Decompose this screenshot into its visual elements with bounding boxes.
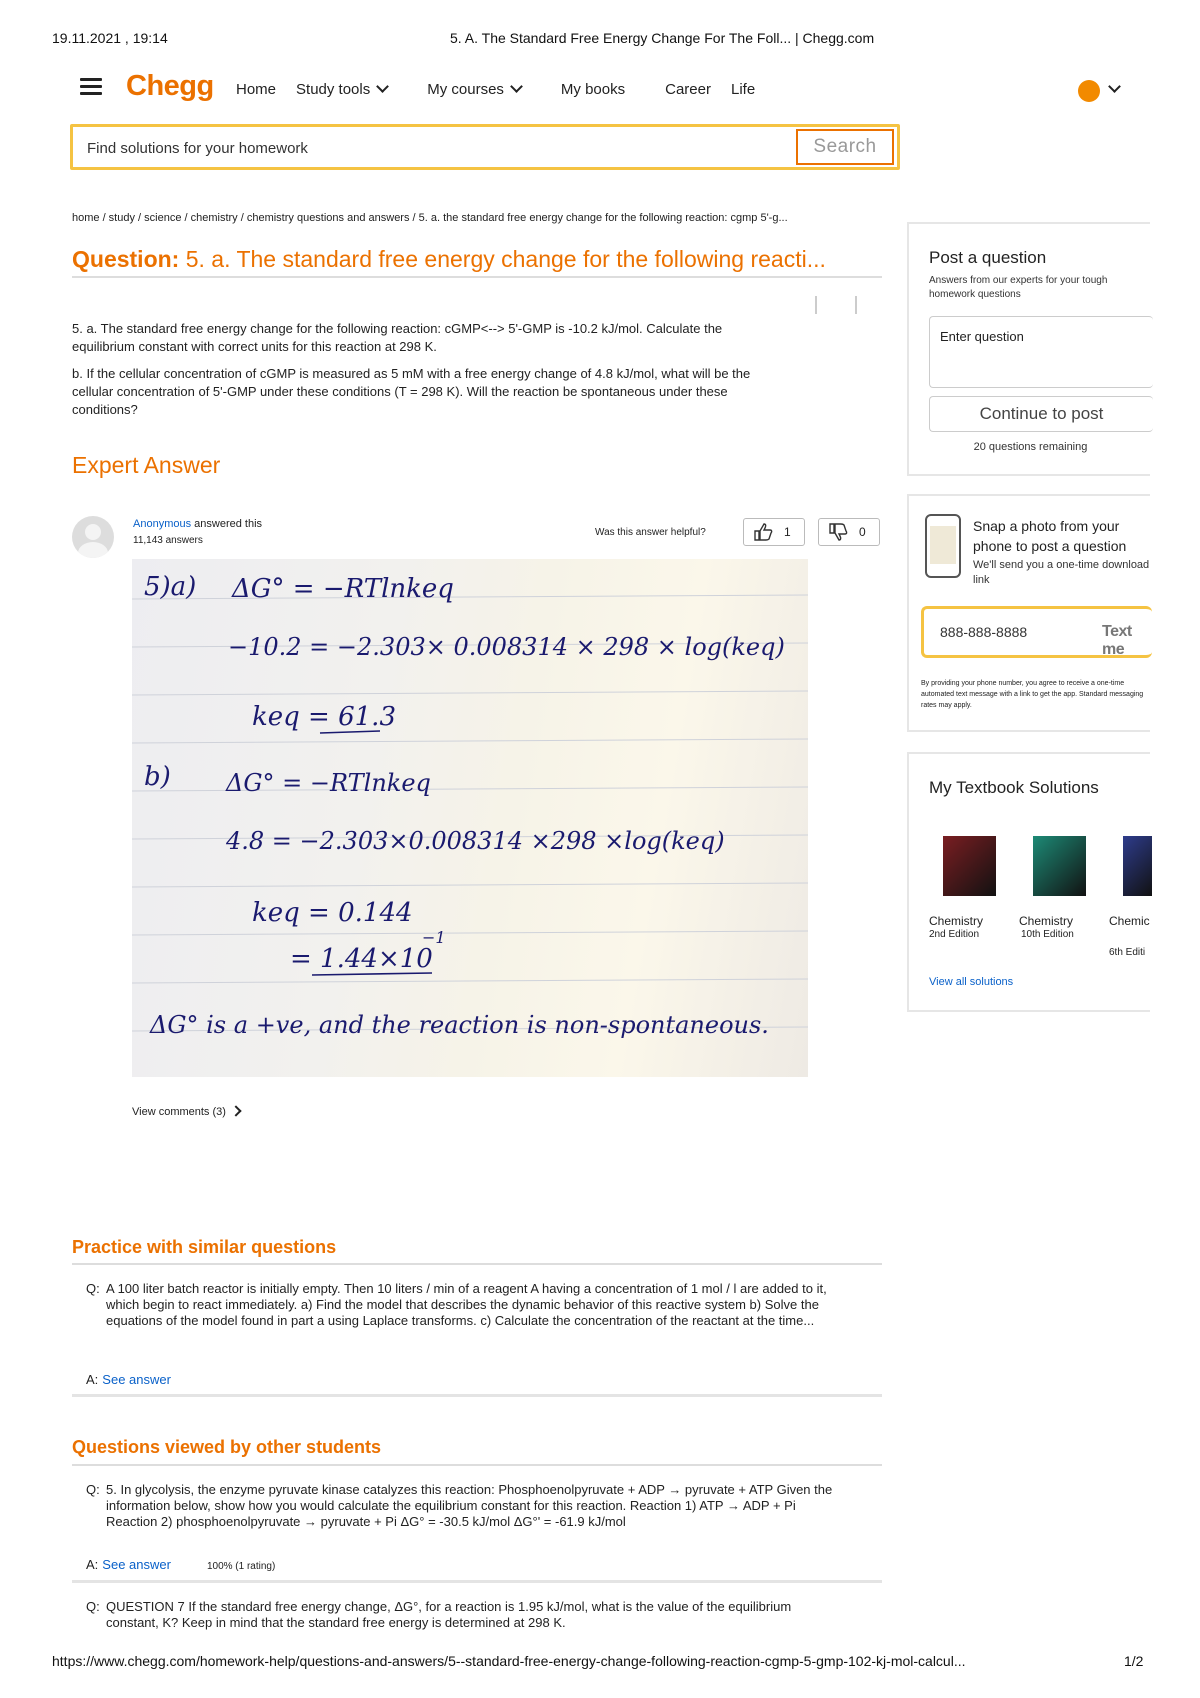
a-prefix: A:	[86, 1372, 99, 1387]
other-question-1[interactable]	[86, 1482, 846, 1530]
a-prefix: A:	[86, 1557, 99, 1572]
divider	[72, 1394, 882, 1397]
q-prefix: Q:	[86, 1281, 100, 1296]
hw-line-4: ΔG° = −RTlnkeq	[226, 769, 431, 797]
phone-icon	[925, 514, 961, 578]
hw-line-5: 4.8 = −2.303×0.008314 ×298 ×log(keq)	[226, 827, 725, 855]
divider	[72, 1263, 882, 1265]
book-cover-3[interactable]	[1123, 836, 1152, 896]
continue-to-post-button[interactable]: Continue to post	[929, 396, 1153, 432]
nav-career[interactable]: Career	[665, 81, 711, 98]
book-1-edition: 2nd Edition	[929, 929, 980, 940]
answer-rating: 100% (1 rating)	[206, 1561, 276, 1572]
upvote-count: 1	[784, 525, 791, 539]
search-bar	[70, 124, 900, 170]
nav-my-courses-label: My courses	[427, 81, 504, 98]
nav-my-courses[interactable]	[427, 81, 541, 98]
downvote-count: 0	[859, 525, 866, 539]
chevron-down-icon	[510, 80, 523, 93]
snap-photo-card	[907, 494, 1150, 732]
post-question-subtitle: Answers from our experts for your tough homework questions	[929, 275, 1108, 300]
hw-line-1: ΔG° = −RTlnkeq	[232, 574, 454, 604]
question-label: Question:	[72, 246, 180, 272]
print-url: https://www.chegg.com/homework-help/questions-and-answers/5--standard-free-energy-change-following-reaction-cgmp-5-gmp-102-kj-mol-calcul...	[52, 1653, 966, 1669]
book-3-edition: 6th Editi	[1109, 947, 1146, 958]
handwritten-answer-image	[132, 559, 808, 1077]
nav-life[interactable]: Life	[730, 81, 756, 98]
practice-heading: Practice with similar questions	[72, 1237, 337, 1257]
nav-menu	[236, 81, 775, 98]
book-cover-2[interactable]	[1033, 836, 1086, 896]
user-avatar[interactable]	[1078, 80, 1100, 102]
answerer-name[interactable]: Anonymous	[133, 518, 192, 530]
question-title	[72, 246, 882, 273]
view-all-solutions-link[interactable]: View all solutions	[929, 976, 1014, 988]
print-date: 19.11.2021 , 19:14	[52, 30, 168, 46]
text-me-button[interactable]: Text me	[1102, 623, 1132, 658]
textbook-title: My Textbook Solutions	[929, 778, 1099, 797]
expert-answer-heading: Expert Answer	[72, 452, 221, 478]
chevron-right-icon	[230, 1105, 241, 1116]
question-body-a: 5. a. The standard free energy change for the following reaction: cGMP<--> 5'-GMP is -10.2 kJ/mol. Calculate the equilibrium constant with correct units for this reaction at 298 K.	[72, 321, 723, 354]
search-input[interactable]	[85, 135, 789, 161]
other-answer-1	[86, 1557, 275, 1572]
hw-line-8: ΔG° is a +ve, and the reaction is non-spontaneous.	[150, 1011, 769, 1039]
textbook-solutions-card	[907, 752, 1150, 1012]
divider	[72, 1464, 882, 1466]
toolbar-divider	[855, 296, 857, 314]
divider	[72, 1580, 882, 1583]
post-question-card	[907, 222, 1150, 476]
view-comments-link[interactable]	[132, 1106, 240, 1118]
nav-study-tools[interactable]	[296, 81, 407, 98]
hw-line-3: keq = 61.3	[252, 702, 396, 732]
book-3-name[interactable]: Chemic	[1109, 914, 1150, 928]
toolbar-divider	[815, 296, 817, 314]
chevron-down-icon	[376, 80, 389, 93]
fine-print: By providing your phone number, you agree to receive a one-time automated text message with a link to get the app. Standard messaging rates may apply.	[921, 680, 1144, 709]
hw-label-a: 5)a)	[144, 572, 197, 602]
answered-this: answered this	[191, 518, 263, 530]
other-question-2[interactable]	[86, 1599, 846, 1631]
other-question-2-text: QUESTION 7 If the standard free energy change, ΔG°, for a reaction is 1.95 kJ/mol, what is the value of the equilibrium constant, K? Keep in mind that the standard free energy is determined at 298 K.	[106, 1599, 792, 1630]
hw-label-b: b)	[144, 762, 171, 792]
question-input[interactable]	[929, 316, 1153, 388]
thumbs-up-icon	[754, 523, 776, 541]
answerer-avatar	[72, 516, 114, 558]
thumbs-down-icon	[829, 523, 851, 541]
hw-line-6: keq = 0.144	[252, 898, 413, 928]
handwritten-answer-svg	[132, 559, 808, 1077]
hamburger-menu-icon[interactable]	[80, 74, 102, 99]
print-page-number: 1/2	[1124, 1653, 1144, 1669]
book-cover-1[interactable]	[943, 836, 996, 896]
others-heading: Questions viewed by other students	[72, 1437, 382, 1457]
question-input-placeholder: Enter question	[940, 329, 1024, 344]
helpful-prompt: Was this answer helpful?	[595, 527, 706, 538]
questions-remaining: 20 questions remaining	[973, 441, 1088, 453]
chegg-logo[interactable]: Chegg	[126, 70, 214, 102]
practice-question[interactable]	[86, 1281, 846, 1329]
answers-count: 11,143 answers	[133, 535, 203, 546]
phone-number-input[interactable]	[921, 606, 1152, 658]
other-question-1-text: 5. In glycolysis, the enzyme pyruvate kinase catalyzes this reaction: Phosphoenolpyruvate + ADP → pyruvate + ATP Given the information below, show how you would calculate the equilibrium constant for this reaction. Reaction 1) ATP → ADP + Pi Reaction 2) phosphoenolpyruvate → pyruvate + Pi ΔG° = -30.5 kJ/mol ΔG°' = -61.9 kJ/mol	[106, 1482, 833, 1529]
nav-my-books[interactable]: My books	[560, 81, 626, 98]
book-2-edition: 10th Edition	[1021, 929, 1074, 940]
chevron-down-icon[interactable]	[1108, 80, 1121, 93]
nav-home[interactable]: Home	[236, 81, 277, 98]
upvote-button[interactable]	[743, 518, 805, 546]
search-button[interactable]: Search	[796, 129, 894, 165]
breadcrumb[interactable]: home / study / science / chemistry / chemistry questions and answers / 5. a. the standard free energy change for the following reaction: cgmp 5'-g...	[72, 212, 788, 224]
downvote-button[interactable]	[818, 518, 880, 546]
question-body-b: b. If the cellular concentration of cGMP is measured as 5 mM with a free energy change of 4.8 kJ/mol, what will be the cellular concentration of 5'-GMP under these conditions (T = 298 K). Will the reaction be spontaneous under these conditions?	[72, 366, 751, 417]
hw-line-7-exp: −1	[422, 928, 446, 947]
hw-line-2: −10.2 = −2.303× 0.008314 × 298 × log(keq)	[228, 633, 785, 661]
view-comments-label: View comments (3)	[132, 1106, 226, 1118]
snap-title	[973, 516, 1152, 556]
answerer-info	[133, 518, 262, 530]
print-title: 5. A. The Standard Free Energy Change For The Foll... | Chegg.com	[450, 30, 875, 46]
question-title-text: 5. a. The standard free energy change for the following reacti...	[185, 246, 826, 272]
book-1-name[interactable]: Chemistry	[929, 914, 984, 928]
practice-answer	[86, 1372, 171, 1387]
top-nav	[80, 68, 1130, 112]
see-answer-link[interactable]: See answer	[102, 1372, 171, 1387]
phone-placeholder: 888-888-8888	[940, 624, 1028, 640]
post-question-title: Post a question	[929, 248, 1047, 267]
practice-question-text: A 100 liter batch reactor is initially empty. Then 10 liters / min of a reagent A having a concentration of 1 mol / l are added to it, which begin to react immediately. a) Find the model that describes the dynamic behavior of this reactive system b) Solve the equations of the model found in part a using Laplace transforms. c) Calculate the concentration of the reactant at the time...	[106, 1281, 827, 1328]
nav-study-tools-label: Study tools	[296, 81, 371, 98]
hw-line-7: = 1.44×10	[290, 944, 433, 974]
q-prefix: Q:	[86, 1599, 100, 1614]
q-prefix: Q:	[86, 1482, 100, 1497]
divider	[72, 276, 882, 278]
snap-subtitle: We'll send you a one-time download link	[973, 559, 1150, 586]
snap-title-text: Snap a photo from your phone to post a question	[973, 518, 1127, 554]
see-answer-link[interactable]: See answer	[102, 1557, 171, 1572]
book-2-name[interactable]: Chemistry	[1019, 914, 1074, 928]
